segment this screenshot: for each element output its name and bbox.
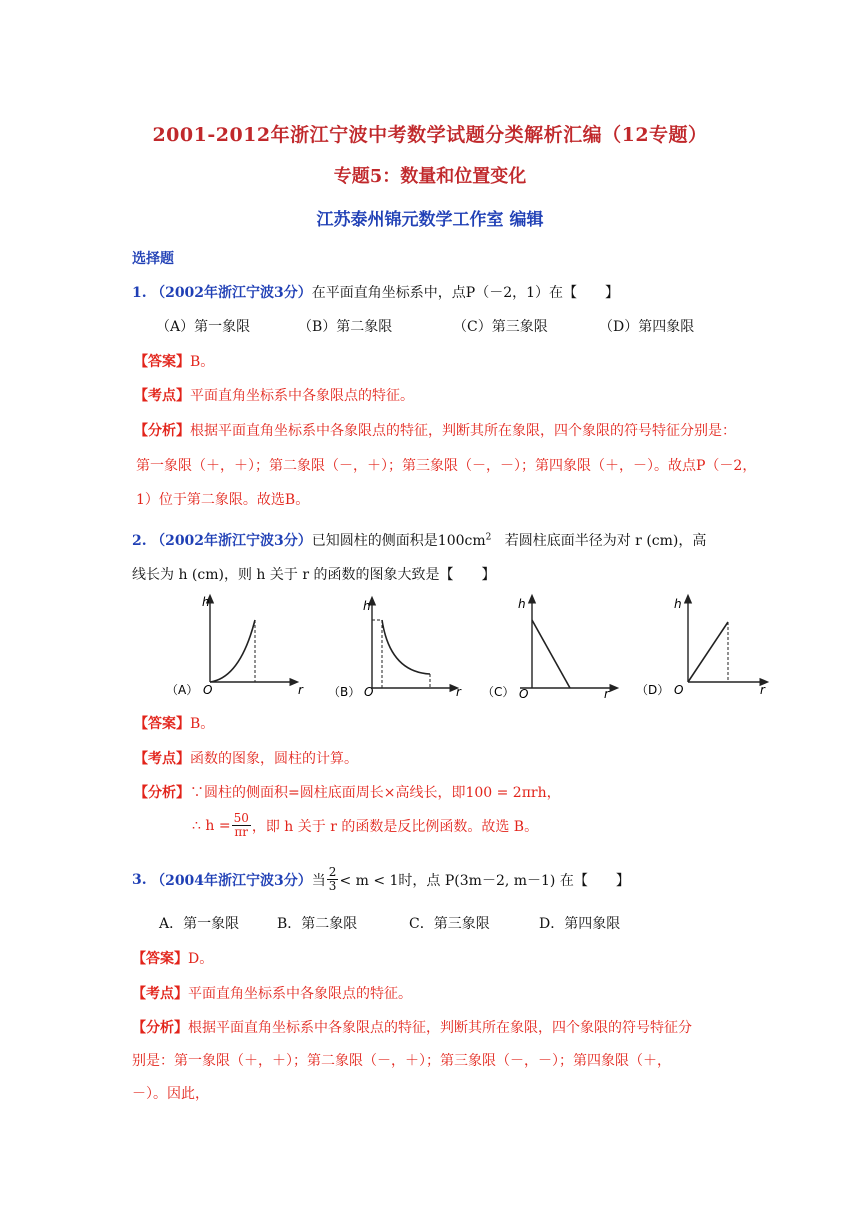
q3-option-a: A．第一象限 (159, 916, 240, 932)
q2-analysis-text-1: ∵圆柱的侧面积=圆柱底面周长×高线长，即100 = 2πrh， (190, 785, 561, 801)
graph-d-y-label: h (674, 597, 682, 611)
q1-analysis-tag: 【分析】 (134, 423, 190, 439)
q3-answer-tag: 【答案】 (132, 951, 188, 967)
question-3-pre: 当 (311, 872, 326, 889)
question-2-number: 2. (132, 533, 147, 549)
q2-point (134, 748, 358, 768)
graph-c (482, 597, 615, 701)
question-2-source: （2002年浙江宁波3分） (151, 533, 312, 549)
q2-answer (134, 713, 214, 733)
q2-analysis-line-1 (134, 782, 561, 802)
q2-fraction-denominator: πr (234, 825, 249, 839)
q3-answer-value: D。 (188, 951, 214, 967)
graph-b-curve (382, 620, 430, 674)
q3-point-text: 平面直角坐标系中各象限点的特征。 (188, 986, 412, 1002)
graph-a-origin: O (203, 683, 213, 697)
q1-point-tag: 【考点】 (134, 388, 190, 404)
q1-analysis-text-1: 根据平面直角坐标系中各象限点的特征，判断其所在象限，四个象限的符号特征分别是： (190, 423, 736, 439)
q1-answer-tag: 【答案】 (134, 354, 190, 370)
superscript-two: 2 (485, 532, 492, 543)
q2-point-tag: 【考点】 (134, 751, 190, 767)
graph-b-origin: O (364, 685, 374, 699)
q1-answer-value: B。 (190, 354, 215, 370)
graph-b-x-label: r (456, 685, 461, 699)
question-3-stem (132, 866, 630, 893)
question-1-text: 在平面直角坐标系中，点P（－2，1）在【 】 (311, 285, 620, 301)
q2-answer-tag: 【答案】 (134, 716, 190, 732)
graph-c-x-label: r (604, 687, 609, 701)
q1-point (134, 385, 414, 405)
q2-point-text: 函数的图象，圆柱的计算。 (190, 751, 358, 767)
graph-c-line (532, 620, 570, 688)
question-3-post: < m < 1时，点 P(3m－2, m－1) 在【 】 (339, 872, 630, 889)
q2-analysis-pre: ∴ h = (192, 817, 231, 834)
document-title: 2001-2012年浙江宁波中考数学试题分类解析汇编（12专题） (152, 124, 708, 146)
graph-b (328, 599, 462, 699)
q3-analysis-line-2: 别是：第一象限（＋，＋）；第二象限（－，＋）；第三象限（－，－）；第四象限（＋， (132, 1053, 671, 1069)
q1-analysis-line-3: 1）位于第二象限。故选B。 (136, 492, 310, 508)
topic-subtitle: 专题5：数量和位置变化 (333, 166, 527, 187)
q3-option-c: C．第三象限 (409, 916, 490, 932)
q3-analysis-tag: 【分析】 (132, 1020, 188, 1036)
q3-option-d: D．第四象限 (539, 916, 621, 932)
q3-analysis-line-3: －）。因此， (132, 1086, 209, 1102)
q3-option-b: B．第二象限 (277, 916, 358, 932)
q3-analysis-text-1: 根据平面直角坐标系中各象限点的特征，判断其所在象限，四个象限的符号特征分 (188, 1020, 692, 1036)
q3-answer (132, 948, 213, 968)
graph-d-x-label: r (760, 683, 765, 697)
graph-c-label: （C） (482, 685, 515, 699)
question-1-stem (132, 282, 619, 302)
q2-analysis-post: ，即 h 关于 r 的函数是反比例函数。故选 B。 (251, 818, 539, 835)
q2-answer-value: B。 (190, 716, 215, 732)
graph-c-y-label: h (518, 597, 526, 611)
q1-point-text: 平面直角坐标系中各象限点的特征。 (190, 388, 414, 404)
question-3-source: （2004年浙江宁波3分） (151, 872, 312, 889)
question-1-number: 1. (132, 285, 147, 301)
q2-fraction (232, 812, 251, 839)
question-2-stem-line-2: 线长为 h (cm)，则 h 关于 r 的函数的图象大致是【 】 (132, 567, 496, 583)
q2-graph-options (160, 590, 780, 710)
question-1-source: （2002年浙江宁波3分） (151, 285, 312, 301)
q1-option-a: （A）第一象限 (156, 319, 251, 335)
graph-a-y-label: h (202, 595, 210, 609)
graph-d-label: （D） (636, 683, 670, 697)
q3-fraction (327, 866, 339, 893)
editor-credit: 江苏泰州锦元数学工作室 编辑 (316, 210, 544, 230)
q1-answer (134, 351, 214, 371)
q1-option-b: （B）第二象限 (298, 319, 393, 335)
section-heading: 选择题 (132, 251, 174, 267)
q3-fraction-denominator: 3 (328, 879, 337, 893)
graph-a (166, 595, 304, 697)
question-2-text-b: 若圆柱底面半径为对 r (cm)，高 (504, 533, 707, 549)
graph-a-label: （A） (166, 683, 199, 697)
question-3-number: 3. (132, 871, 147, 888)
q3-point-tag: 【考点】 (132, 986, 188, 1002)
graph-d-line (688, 622, 728, 682)
q1-option-d: （D）第四象限 (599, 319, 695, 335)
q2-fraction-numerator: 50 (233, 811, 249, 825)
q3-point (132, 983, 412, 1003)
question-2-stem-line-1 (132, 530, 706, 550)
graph-d-origin: O (674, 683, 684, 697)
q3-fraction-numerator: 2 (328, 865, 337, 879)
question-2-text-a: 已知圆柱的侧面积是100cm (311, 533, 486, 549)
q1-analysis-line-1 (134, 420, 736, 440)
graph-d (636, 597, 766, 697)
q2-analysis-tag: 【分析】 (134, 785, 190, 801)
q1-analysis-line-2: 第一象限（＋，＋）；第二象限（－，＋）；第三象限（－，－）；第四象限（＋，－）。故点P（－2， (136, 458, 757, 474)
graph-c-origin: O (519, 687, 529, 701)
q3-analysis-line-1 (132, 1017, 692, 1037)
graph-b-y-label: h (363, 599, 371, 613)
graph-a-curve (210, 620, 255, 682)
q2-analysis-line-2 (192, 812, 538, 839)
graph-b-label: （B） (328, 685, 361, 699)
q1-option-c: （C）第三象限 (453, 319, 548, 335)
graph-a-x-label: r (298, 683, 303, 697)
